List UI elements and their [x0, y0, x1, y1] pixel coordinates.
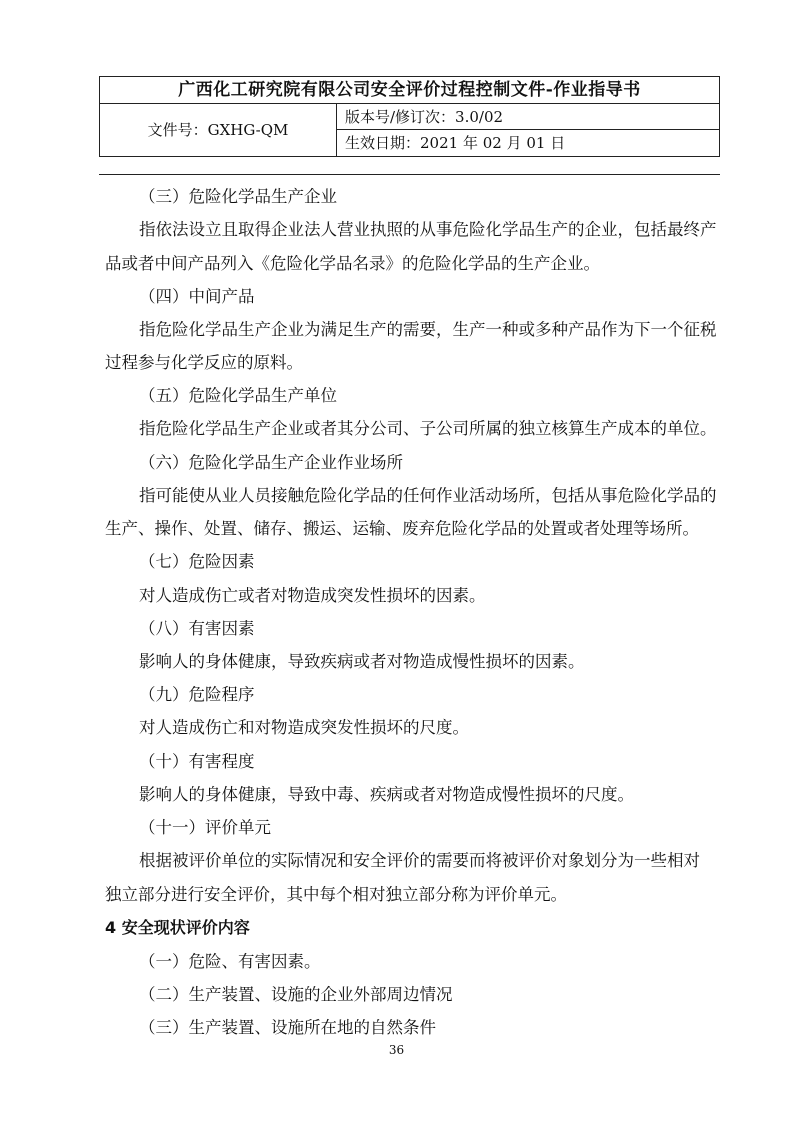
- paragraph-line: 指危险化学品生产企业或者其分公司、子公司所属的独立核算生产成本的单位。: [139, 419, 717, 438]
- subsection-heading: （九）危险程序: [139, 685, 255, 704]
- list-item: （一）危险、有害因素。: [139, 952, 321, 971]
- subsection-heading: （五）危险化学品生产单位: [139, 386, 337, 405]
- subsection-heading: （四）中间产品: [139, 287, 255, 306]
- paragraph-line: 品或者中间产品列入《危险化学品名录》的危险化学品的生产企业。: [105, 254, 600, 273]
- subsection-heading: （六）危险化学品生产企业作业场所: [139, 453, 403, 472]
- paragraph-line: 指依法设立且取得企业法人营业执照的从事危险化学品生产的企业，包括最终产: [139, 220, 717, 239]
- header-divider: [99, 174, 720, 175]
- version-revision: 版本号/修订次：3.0/02: [337, 104, 719, 130]
- list-item: （三）生产装置、设施所在地的自然条件: [139, 1018, 436, 1037]
- paragraph-line: 影响人的身体健康，导致中毒、疾病或者对物造成慢性损坏的尺度。: [139, 785, 634, 804]
- document-header-table: [99, 76, 720, 157]
- subsection-heading: （三）危险化学品生产企业: [139, 187, 337, 206]
- file-number: 文件号：GXHG-QM: [100, 104, 337, 157]
- paragraph-line: 独立部分进行安全评价，其中每个相对独立部分称为评价单元。: [105, 885, 567, 904]
- paragraph-line: 影响人的身体健康，导致疾病或者对物造成慢性损坏的因素。: [139, 652, 585, 671]
- subsection-heading: （十一）评价单元: [139, 818, 271, 837]
- paragraph-line: 指危险化学品生产企业为满足生产的需要，生产一种或多种产品作为下一个征税: [139, 320, 717, 339]
- paragraph-line: 生产、操作、处置、储存、搬运、运输、废弃危险化学品的处置或者处理等场所。: [105, 519, 699, 538]
- subsection-heading: （八）有害因素: [139, 619, 255, 638]
- section-heading: 4 安全现状评价内容: [105, 918, 250, 937]
- paragraph-line: 根据被评价单位的实际情况和安全评价的需要而将被评价对象划分为一些相对: [139, 851, 700, 870]
- paragraph-line: 对人造成伤亡和对物造成突发性损坏的尺度。: [139, 718, 469, 737]
- page-number: 36: [388, 1043, 405, 1057]
- effective-date: 生效日期：2021 年 02 月 01 日: [345, 134, 566, 152]
- document-title: 广西化工研究院有限公司安全评价过程控制文件-作业指导书: [100, 77, 719, 104]
- paragraph-line: 对人造成伤亡或者对物造成突发性损坏的因素。: [139, 586, 486, 605]
- paragraph-line: 过程参与化学反应的原料。: [105, 353, 303, 372]
- subsection-heading: （十）有害程度: [139, 752, 255, 771]
- list-item: （二）生产装置、设施的企业外部周边情况: [139, 985, 453, 1004]
- paragraph-line: 指可能使从业人员接触危险化学品的任何作业活动场所，包括从事危险化学品的: [139, 486, 717, 505]
- subsection-heading: （七）危险因素: [139, 552, 255, 571]
